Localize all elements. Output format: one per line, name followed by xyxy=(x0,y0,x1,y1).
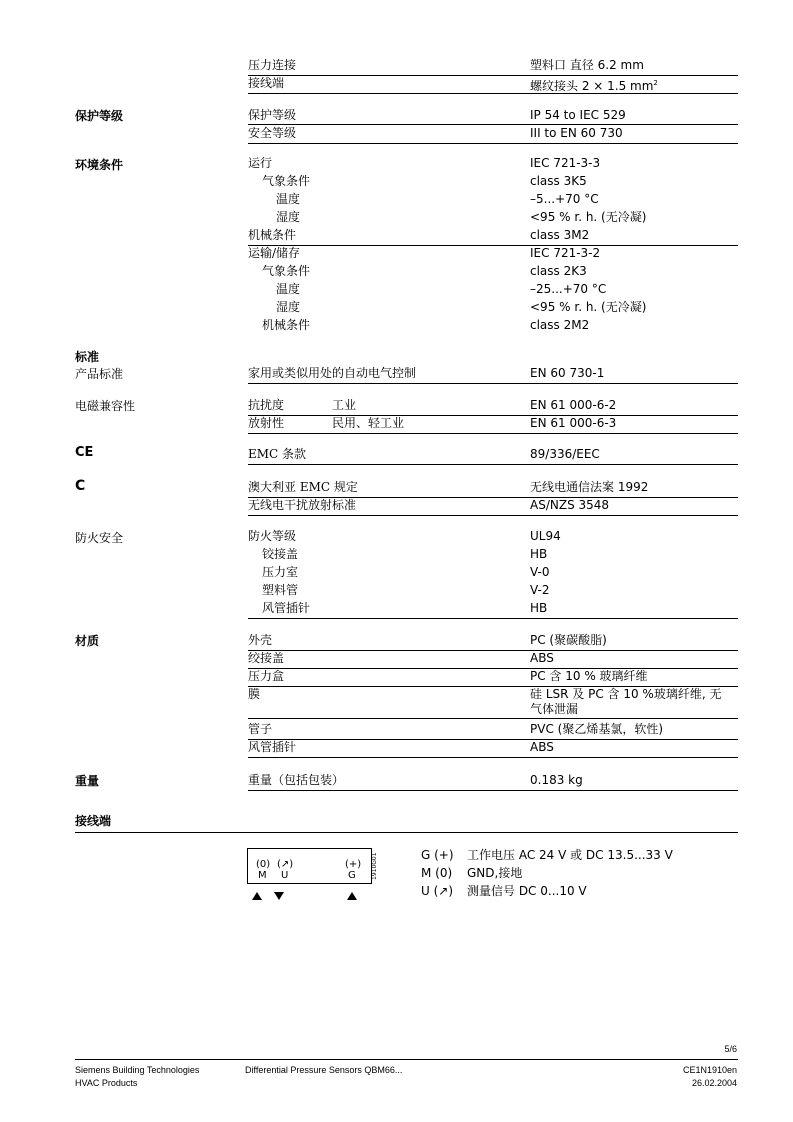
spec-value: III to EN 60 730 xyxy=(530,126,623,140)
spec-label: 运输/储存 xyxy=(248,246,301,260)
spec-label: 气象条件 xyxy=(262,264,311,278)
legend-text: 工作电压 AC 24 V 或 DC 13.5...33 V xyxy=(467,848,673,862)
spec-label: 风管插针 xyxy=(262,601,311,615)
spec-row xyxy=(248,686,738,719)
footer-date: 26.02.2004 xyxy=(691,1078,737,1088)
footer-doc-id: CE1N1910en xyxy=(682,1065,737,1075)
spec-label: 管子 xyxy=(248,722,273,736)
footer-divider xyxy=(75,1059,738,1060)
spec-label: 放射性 xyxy=(248,416,285,430)
spec-label: 澳大利亚 EMC 规定 xyxy=(248,480,358,494)
spec-value: HB xyxy=(530,547,548,561)
spec-row xyxy=(248,191,738,209)
spec-value: <95 % r. h. (无冷凝) xyxy=(530,210,647,224)
spec-value: class 2K3 xyxy=(530,264,587,278)
spec-row xyxy=(248,721,738,740)
spec-label: 接线端 xyxy=(248,76,285,90)
spec-row xyxy=(248,125,738,144)
spec-row xyxy=(248,173,738,191)
spec-label: 运行 xyxy=(248,156,273,170)
spec-label: 温度 xyxy=(276,282,301,296)
product-standard-label: 产品标准 xyxy=(75,367,124,381)
spec-row xyxy=(248,528,738,546)
spec-value: IEC 721-3-2 xyxy=(530,246,601,260)
spec-value: <95 % r. h. (无冷凝) xyxy=(530,300,647,314)
spec-label: 无线电干扰放射标准 xyxy=(248,498,357,512)
section-title-standards: 标准 xyxy=(75,350,100,364)
spec-value: ABS xyxy=(530,651,554,665)
terminal-g-bottom: G xyxy=(348,870,356,881)
legend-text: GND,接地 xyxy=(467,866,523,880)
spec-label: 重量（包括包装） xyxy=(248,773,345,787)
spec-label: 防火等级 xyxy=(248,529,297,543)
legend-key: M (0) xyxy=(421,866,453,880)
spec-label: 绞接盖 xyxy=(248,651,285,665)
spec-row xyxy=(248,209,738,227)
section-title-fire: 防火安全 xyxy=(75,531,124,545)
spec-row xyxy=(248,299,738,317)
spec-value: 89/336/EEC xyxy=(530,447,600,461)
terminal-g xyxy=(345,859,361,881)
spec-value: UL94 xyxy=(530,529,561,543)
spec-label: 湿度 xyxy=(276,300,301,314)
footer-company: Siemens Building Technologies xyxy=(75,1065,200,1075)
spec-value: 螺纹接头 2 × 1.5 $mm^2$ xyxy=(530,79,658,93)
footer-division: HVAC Products xyxy=(75,1078,138,1088)
spec-value: class 3K5 xyxy=(530,174,587,188)
spec-label: 保护等级 xyxy=(248,108,297,122)
spec-label: 湿度 xyxy=(276,210,301,224)
ce-mark-icon: CE xyxy=(75,445,94,460)
c-tick-mark-icon: C xyxy=(75,478,86,494)
terminal-u-top: (↗) xyxy=(277,859,294,870)
spec-row-terminals xyxy=(248,75,738,94)
spec-row xyxy=(248,546,738,564)
spec-value: PC (聚碳酸脂) xyxy=(530,633,607,647)
spec-row xyxy=(248,632,738,651)
arrow-down-icon xyxy=(274,892,284,900)
spec-value: EN 61 000-6-2 xyxy=(530,398,617,412)
spec-row xyxy=(248,365,738,384)
legend-key: U (↗) xyxy=(421,884,454,898)
spec-row xyxy=(248,397,738,416)
section-divider xyxy=(75,832,738,833)
spec-label: 机械条件 xyxy=(262,318,311,332)
terminal-g-top: (+) xyxy=(345,859,362,870)
spec-row xyxy=(248,600,738,619)
spec-row xyxy=(248,281,738,299)
spec-value: 硅 LSR 及 PC 含 10 %玻璃纤维, 无 xyxy=(530,687,722,701)
row-divider xyxy=(248,108,738,125)
spec-row xyxy=(248,446,738,465)
spec-value: AS/NZS 3548 xyxy=(530,498,610,512)
spec-value-line2: 气体泄漏 xyxy=(530,702,579,716)
spec-row xyxy=(248,650,738,669)
spec-label: 压力连接 xyxy=(248,58,297,72)
spec-value: V-0 xyxy=(530,565,550,579)
spec-row xyxy=(248,245,738,263)
spec-sublabel: 工业 xyxy=(332,398,357,412)
diagram-code: 1910G01 xyxy=(371,852,378,880)
spec-row xyxy=(248,479,738,498)
spec-label: 风管插针 xyxy=(248,740,297,754)
emc-label: 电磁兼容性 xyxy=(75,399,136,413)
spec-row xyxy=(248,772,738,791)
spec-value: class 2M2 xyxy=(530,318,590,332)
spec-row xyxy=(248,582,738,600)
page-number: 5/6 xyxy=(724,1044,737,1054)
terminal-m xyxy=(256,859,270,881)
spec-label: 机械条件 xyxy=(248,228,297,242)
spec-label: 膜 xyxy=(248,687,261,701)
spec-row xyxy=(248,227,738,246)
legend-text: 测量信号 DC 0...10 V xyxy=(467,884,587,898)
section-title-material: 材质 xyxy=(75,634,100,648)
spec-value: 无线电通信法案 1992 xyxy=(530,480,649,494)
spec-row xyxy=(248,415,738,434)
spec-row xyxy=(248,497,738,516)
terminal-m-top: (0) xyxy=(256,859,271,870)
spec-label: 安全等级 xyxy=(248,126,297,140)
spec-row xyxy=(248,263,738,281)
spec-value: 0.183 kg xyxy=(530,773,583,787)
spec-value: 塑料口 直径 6.2 mm xyxy=(530,58,644,72)
spec-row xyxy=(248,564,738,582)
spec-label: 铰接盖 xyxy=(262,547,299,561)
spec-sublabel: 民用、轻工业 xyxy=(332,416,405,430)
spec-label: 压力室 xyxy=(262,565,299,579)
spec-value: EN 60 730-1 xyxy=(530,366,605,380)
spec-row xyxy=(248,155,738,173)
spec-row xyxy=(248,317,738,335)
spec-value: EN 61 000-6-3 xyxy=(530,416,617,430)
spec-label: 外壳 xyxy=(248,633,273,647)
spec-label: 抗扰度 xyxy=(248,398,285,412)
spec-value: IP 54 to IEC 529 xyxy=(530,108,626,122)
spec-row xyxy=(248,668,738,687)
spec-value: PVC (聚乙烯基氯，软性) xyxy=(530,722,664,736)
spec-label: 气象条件 xyxy=(262,174,311,188)
spec-value: class 3M2 xyxy=(530,228,590,242)
spec-value: –25...+70 °C xyxy=(530,282,607,296)
terminal-u xyxy=(277,859,293,881)
section-title-protection: 保护等级 xyxy=(75,109,124,123)
arrow-up-icon xyxy=(252,892,262,900)
spec-value: ABS xyxy=(530,740,554,754)
section-title-terminals: 接线端 xyxy=(75,814,112,828)
spec-value: –5...+70 °C xyxy=(530,192,599,206)
spec-label: 家用或类似用处的自动电气控制 xyxy=(248,366,417,380)
section-title-weight: 重量 xyxy=(75,774,100,788)
legend-key: G (+) xyxy=(421,848,454,862)
terminal-u-bottom: U xyxy=(281,870,289,881)
section-title-environment: 环境条件 xyxy=(75,158,124,172)
spec-value: PC 含 10 % 玻璃纤维 xyxy=(530,669,648,683)
spec-value: V-2 xyxy=(530,583,550,597)
terminal-arrows xyxy=(250,890,365,902)
spec-label: 温度 xyxy=(276,192,301,206)
spec-row-pressure-connection xyxy=(248,57,738,76)
footer-product: Differential Pressure Sensors QBM66... xyxy=(245,1065,403,1075)
terminal-m-bottom: M xyxy=(258,870,267,881)
arrow-up-icon xyxy=(347,892,357,900)
spec-label: 压力盒 xyxy=(248,669,285,683)
spec-label: 塑料管 xyxy=(262,583,299,597)
spec-label: EMC 条款 xyxy=(248,447,307,461)
spec-value: IEC 721-3-3 xyxy=(530,156,601,170)
spec-value: HB xyxy=(530,601,548,615)
spec-row xyxy=(248,739,738,758)
